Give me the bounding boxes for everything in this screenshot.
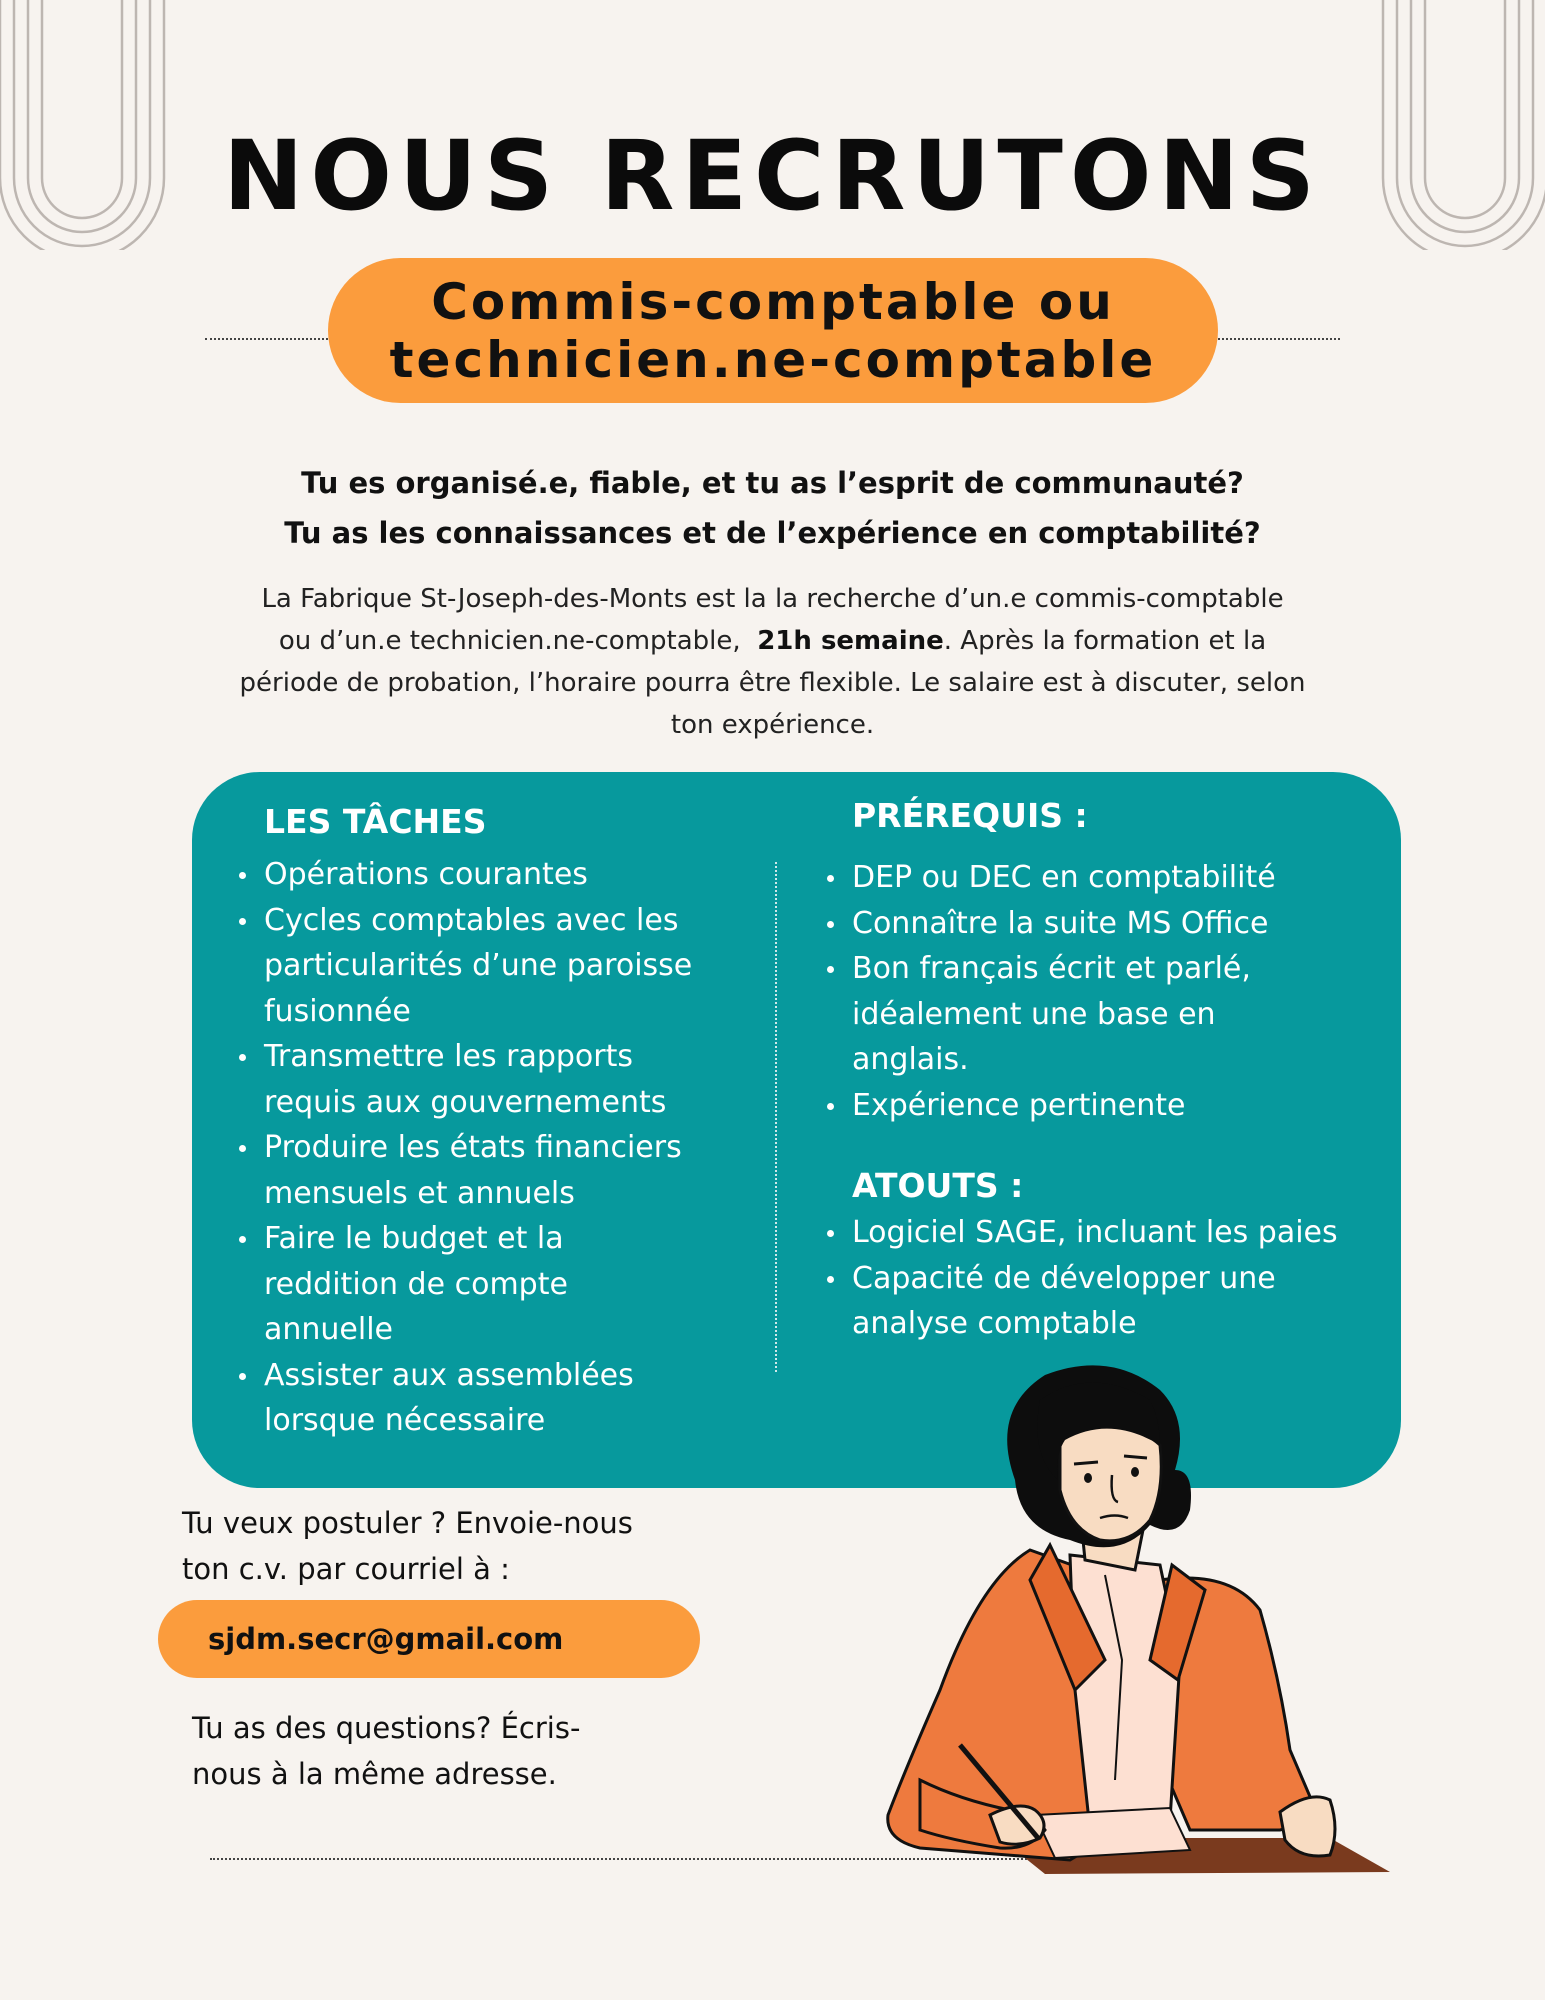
job-title-pill	[328, 258, 1218, 403]
atouts-item	[852, 1256, 1372, 1347]
page-title: NOUS RECRUTONS	[223, 120, 1322, 232]
taches-item-line: lorsque nécessaire	[264, 1403, 546, 1438]
taches-item	[264, 1216, 744, 1353]
questions-text	[192, 1705, 692, 1797]
taches-item-line: particularités d’une paroisse	[264, 948, 693, 983]
questions-line-2: nous à la même adresse.	[192, 1757, 557, 1791]
hours-highlight: 21h semaine	[757, 626, 944, 656]
intro-paragraph	[190, 578, 1355, 746]
taches-heading: LES TÂCHES	[264, 802, 487, 841]
job-title-line2: technicien.ne-comptable	[389, 330, 1157, 389]
prerequis-list	[852, 855, 1372, 1128]
intro-line-2a: ou d’un.e technicien.ne-comptable,	[278, 626, 741, 656]
woman-writing-illustration	[860, 1360, 1400, 1904]
taches-item-line: Produire les états financiers	[264, 1130, 682, 1165]
taches-item	[264, 1353, 744, 1444]
taches-item-line: requis aux gouvernements	[264, 1084, 667, 1120]
prerequis-heading: PRÉREQUIS :	[852, 796, 1088, 835]
taches-item-line: Opérations courantes	[264, 857, 588, 892]
atouts-heading: ATOUTS :	[852, 1166, 1024, 1205]
prerequis-item-line: Bon français écrit et parlé,	[852, 951, 1251, 986]
intro-line-4: ton expérience.	[670, 710, 875, 740]
prerequis-item-line: idéalement une base en	[852, 996, 1216, 1032]
prerequis-item-line: Expérience pertinente	[852, 1087, 1186, 1123]
prerequis-item-line: DEP ou DEC en comptabilité	[852, 860, 1276, 895]
prerequis-item	[852, 901, 1372, 947]
question-2: Tu as les connaissances et de l’expérience en comptabilité?	[284, 516, 1261, 550]
prerequis-item-line: anglais.	[852, 1042, 969, 1077]
atouts-item	[852, 1210, 1372, 1256]
job-title-line1: Commis-comptable ou	[431, 272, 1115, 331]
taches-item-line: fusionnée	[264, 993, 411, 1029]
taches-item	[264, 898, 744, 1035]
taches-item-line: Assister aux assemblées	[264, 1357, 634, 1393]
intro-line-2b: . Après la formation et la	[943, 626, 1267, 656]
questions-line-1: Tu as des questions? Écris-	[192, 1711, 581, 1745]
atouts-item-line: Capacité de développer une	[852, 1260, 1276, 1296]
prerequis-item	[852, 1083, 1372, 1129]
taches-item-line: Cycles comptables avec les	[264, 902, 679, 938]
taches-item-line: annuelle	[264, 1312, 394, 1347]
atouts-item-line: analyse comptable	[852, 1306, 1137, 1341]
apply-line-1: Tu veux postuler ? Envoie-nous	[182, 1506, 633, 1540]
prerequis-item-line: Connaître la suite MS Office	[852, 905, 1269, 941]
question-1: Tu es organisé.e, fiable, et tu as l’esprit de communauté?	[301, 466, 1244, 500]
atouts-list	[852, 1210, 1372, 1347]
taches-list	[264, 852, 744, 1444]
intro-line-1: La Fabrique St-Joseph-des-Monts est la la recherche d’un.e commis-comptable	[261, 584, 1284, 614]
taches-item	[264, 1125, 744, 1216]
taches-item-line: Faire le budget et la	[264, 1221, 564, 1256]
prerequis-item	[852, 855, 1372, 901]
apply-line-2: ton c.v. par courriel à :	[182, 1552, 510, 1586]
atouts-item-line: Logiciel SAGE, incluant les paies	[852, 1215, 1338, 1250]
taches-item-line: mensuels et annuels	[264, 1175, 575, 1211]
column-divider	[775, 862, 777, 1372]
taches-item	[264, 1034, 744, 1125]
intro-line-3: période de probation, l’horaire pourra être flexible. Le salaire est à discuter, selon	[239, 668, 1306, 698]
intro-line-2	[190, 620, 1355, 662]
email-address[interactable]: sjdm.secr@gmail.com	[208, 1622, 564, 1656]
taches-item	[264, 852, 744, 898]
taches-item-line: reddition de compte	[264, 1266, 568, 1302]
apply-text	[182, 1500, 742, 1592]
email-pill[interactable]	[158, 1600, 700, 1678]
taches-item-line: Transmettre les rapports	[264, 1039, 633, 1074]
prerequis-item	[852, 946, 1372, 1083]
